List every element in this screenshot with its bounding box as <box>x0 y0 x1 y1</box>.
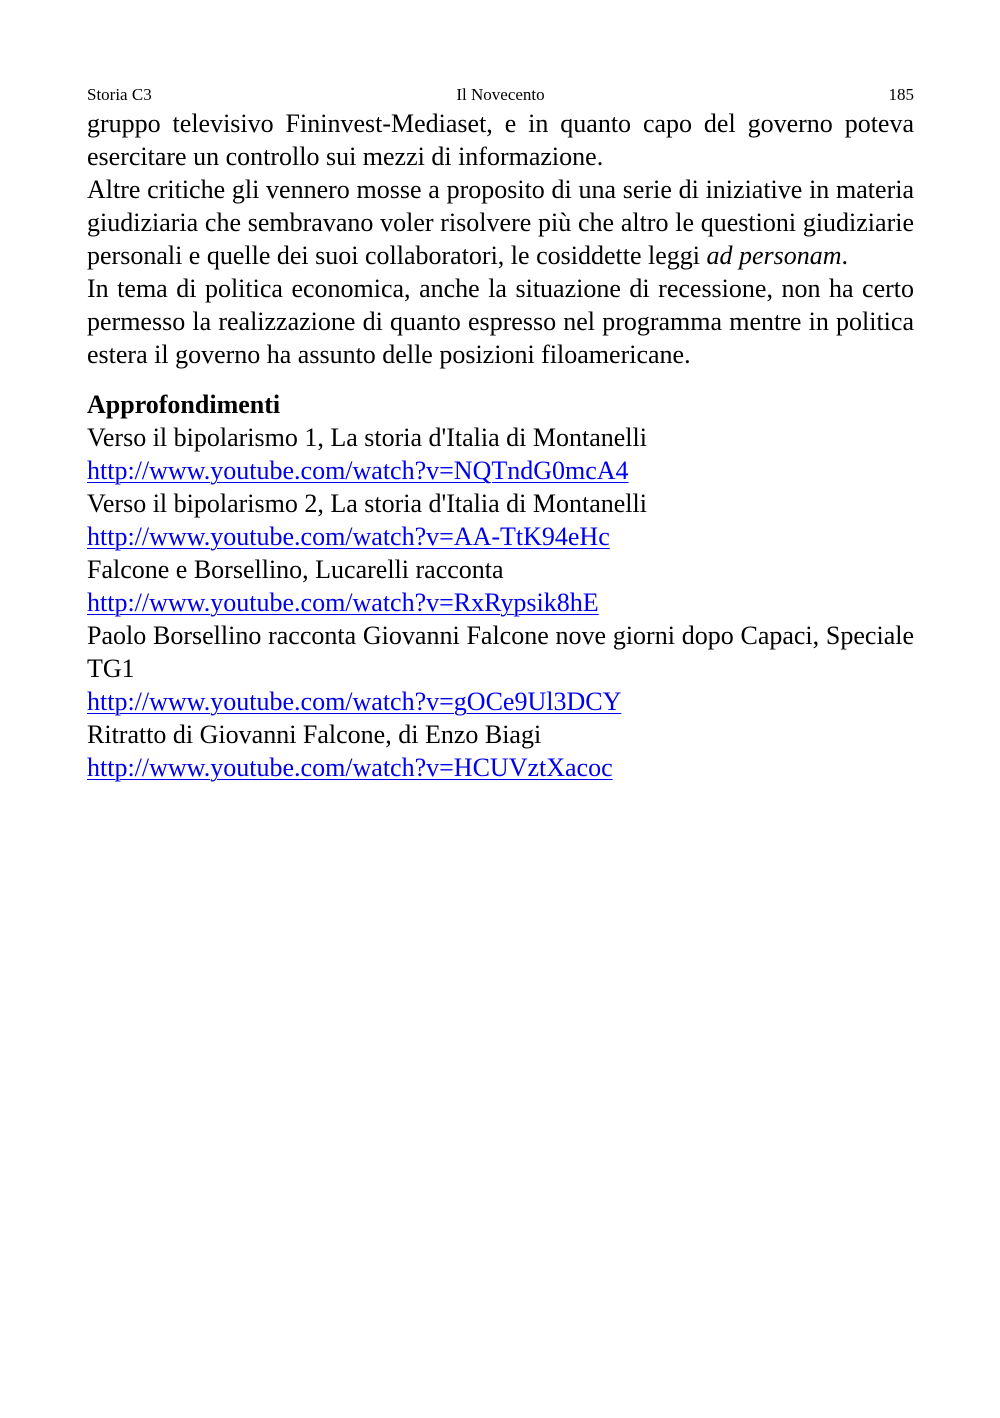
resource-item <box>87 553 914 619</box>
resource-link[interactable]: http://www.youtube.com/watch?v=RxRypsik8hE <box>87 588 599 617</box>
resource-item <box>87 619 914 718</box>
section-title-approfondimenti: Approfondimenti <box>87 390 281 419</box>
resource-title: Verso il bipolarismo 2, La storia d'Italia di Montanelli <box>87 489 647 518</box>
header-chapter-title: Il Novecento <box>456 85 545 104</box>
resource-link[interactable]: http://www.youtube.com/watch?v=AA-TtK94eHc <box>87 522 610 551</box>
resource-link[interactable]: http://www.youtube.com/watch?v=HCUVztXacoc <box>87 753 613 782</box>
paragraph-1: gruppo televisivo Fininvest-Mediaset, e in quanto capo del governo poteva esercitare un controllo sui mezzi di informazione. <box>87 109 914 171</box>
resource-item <box>87 421 914 487</box>
resource-link[interactable]: http://www.youtube.com/watch?v=NQTndG0mcA4 <box>87 456 629 485</box>
resource-link[interactable]: http://www.youtube.com/watch?v=gOCe9Ul3DCY <box>87 687 622 716</box>
resource-item <box>87 718 914 784</box>
resource-list <box>87 421 914 784</box>
header-course-label: Storia C3 <box>87 85 152 104</box>
resource-item <box>87 487 914 553</box>
paragraph-3: In tema di politica economica, anche la situazione di recessione, non ha certo permesso la realizzazione di quanto espresso nel programma mentre in politica estera il governo ha assunto delle posizioni filoamericane. <box>87 274 914 369</box>
paragraph-2 <box>87 173 914 272</box>
resource-title: Verso il bipolarismo 1, La storia d'Italia di Montanelli <box>87 423 647 452</box>
paragraph-2-end: . <box>841 241 849 270</box>
running-header <box>87 84 914 106</box>
paragraph-2-italic: ad personam <box>706 241 842 270</box>
paragraph-2-text: Altre critiche gli vennero mosse a proposito di una serie di iniziative in materia giudiziaria che sembravano voler risolvere più che altro le questioni giudiziarie personali e quelle dei suoi collaboratori, le cosiddette leggi <box>87 175 914 270</box>
header-page-number: 185 <box>888 85 914 104</box>
resource-title: Ritratto di Giovanni Falcone, di Enzo Biagi <box>87 720 542 749</box>
resource-title: Paolo Borsellino racconta Giovanni Falcone nove giorni dopo Capaci, Speciale TG1 <box>87 621 914 683</box>
page-body <box>87 107 914 784</box>
resource-title: Falcone e Borsellino, Lucarelli racconta <box>87 555 504 584</box>
